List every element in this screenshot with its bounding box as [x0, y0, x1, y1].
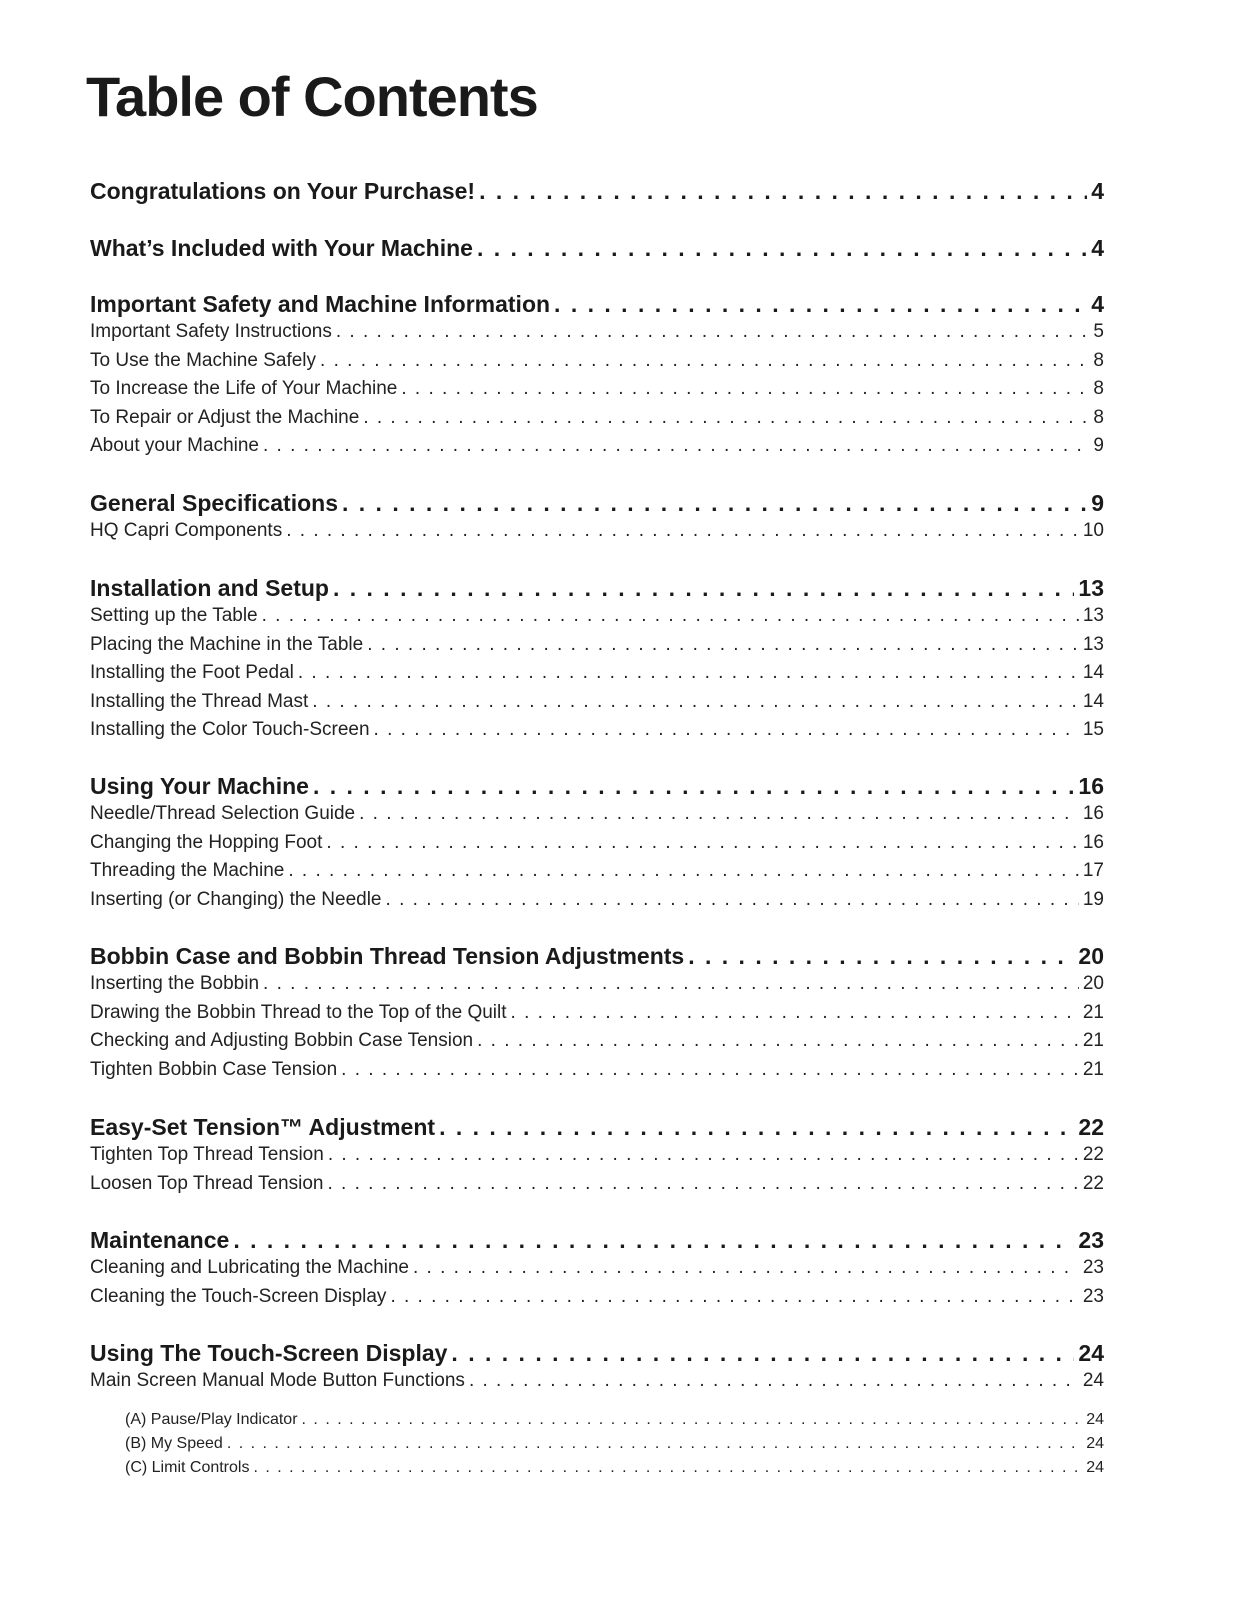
- toc-subitem-label: (B) My Speed: [125, 1434, 223, 1452]
- toc-item-page-number: 19: [1082, 888, 1104, 910]
- toc-item[interactable]: [90, 407, 1104, 436]
- section-heading-page-number: 13: [1078, 575, 1104, 601]
- dot-leader: [333, 575, 1074, 602]
- toc-item-label: To Increase the Life of Your Machine: [90, 378, 398, 400]
- section-heading-page-number: 4: [1091, 235, 1104, 261]
- section-heading-page-number: 22: [1078, 1114, 1104, 1140]
- toc-item-page-number: 14: [1082, 690, 1104, 712]
- toc-item-label: Inserting the Bobbin: [90, 973, 260, 994]
- toc-item[interactable]: [90, 1059, 1104, 1088]
- dot-leader: [367, 634, 1079, 656]
- toc-item-label: Tighten Top Thread Tension: [90, 1144, 324, 1165]
- toc-item-label: Needle/Thread Selection Guide: [90, 803, 356, 824]
- dot-leader: [469, 1370, 1079, 1392]
- section-heading[interactable]: [90, 1227, 1104, 1257]
- toc-item-page-number: 13: [1082, 605, 1104, 626]
- dot-leader: [233, 1227, 1074, 1254]
- toc-item[interactable]: [90, 1002, 1104, 1031]
- dot-leader: [554, 291, 1087, 318]
- section-heading-page-number: 24: [1078, 1340, 1104, 1366]
- section-heading-page-number: 16: [1078, 773, 1104, 799]
- toc-item-page-number: 8: [1093, 406, 1104, 428]
- toc-section: [90, 291, 1104, 464]
- dot-leader: [451, 1340, 1074, 1367]
- toc-item-page-number: 22: [1082, 1172, 1104, 1194]
- toc-item-page-number: 8: [1093, 349, 1104, 371]
- dot-leader: [312, 691, 1079, 713]
- page-title: Table of Contents: [86, 65, 538, 128]
- toc-item-page-number: 10: [1082, 520, 1104, 541]
- toc-item-label: Changing the Hopping Foot: [90, 831, 323, 853]
- dot-leader: [439, 1114, 1074, 1141]
- section-heading[interactable]: [90, 490, 1104, 520]
- toc-item-label: Installing the Color Touch-Screen: [90, 719, 370, 741]
- section-heading[interactable]: [90, 1340, 1104, 1370]
- toc-item-label: Loosen Top Thread Tension: [90, 1172, 324, 1194]
- section-heading-label: Important Safety and Machine Information: [90, 291, 551, 317]
- dot-leader: [336, 321, 1090, 343]
- section-heading[interactable]: [90, 773, 1104, 803]
- toc-item-page-number: 23: [1082, 1285, 1104, 1307]
- dot-leader: [363, 407, 1089, 429]
- section-heading-label: Installation and Setup: [90, 575, 329, 601]
- toc-section: [90, 235, 1104, 265]
- toc-item-label: To Repair or Adjust the Machine: [90, 406, 360, 428]
- toc-subitem-page-number: 24: [1086, 1434, 1104, 1452]
- section-heading-label: Easy-Set Tension™ Adjustment: [90, 1114, 436, 1140]
- section-heading[interactable]: [90, 943, 1104, 973]
- toc-item[interactable]: [90, 973, 1104, 1002]
- toc-item-page-number: 15: [1082, 719, 1104, 741]
- toc-item[interactable]: [90, 691, 1104, 720]
- dot-leader: [479, 178, 1087, 205]
- section-heading-page-number: 9: [1091, 490, 1104, 516]
- toc-item[interactable]: [90, 1030, 1104, 1059]
- toc-item-page-number: 24: [1082, 1370, 1104, 1391]
- toc-item-label: Inserting (or Changing) the Needle: [90, 888, 382, 910]
- toc-item[interactable]: [90, 520, 1104, 549]
- section-heading-label: What’s Included with Your Machine: [90, 235, 473, 261]
- dot-leader: [263, 973, 1079, 995]
- toc-item-page-number: 23: [1082, 1257, 1104, 1278]
- toc-item-label: Important Safety Instructions: [90, 321, 332, 342]
- toc-item-label: Setting up the Table: [90, 605, 258, 626]
- section-heading-page-number: 4: [1091, 178, 1104, 204]
- dot-leader: [313, 773, 1074, 800]
- toc-section: [90, 178, 1104, 208]
- toc-item[interactable]: [90, 1286, 1104, 1315]
- toc-item[interactable]: [90, 889, 1104, 918]
- section-heading[interactable]: [90, 1114, 1104, 1144]
- dot-leader: [477, 235, 1087, 262]
- dot-leader: [253, 1459, 1082, 1477]
- toc-item-page-number: 21: [1082, 1058, 1104, 1080]
- toc-item-page-number: 13: [1082, 633, 1104, 655]
- toc-subitem-label: (A) Pause/Play Indicator: [125, 1410, 298, 1428]
- toc-item-label: Tighten Bobbin Case Tension: [90, 1058, 338, 1080]
- section-heading[interactable]: [90, 178, 1104, 208]
- toc-item-label: Placing the Machine in the Table: [90, 633, 364, 655]
- dot-leader: [401, 378, 1089, 400]
- dot-leader: [288, 860, 1079, 882]
- toc-subitem[interactable]: [90, 1459, 1104, 1483]
- toc-item[interactable]: [90, 1370, 1104, 1399]
- toc-section: [90, 575, 1104, 748]
- toc-item-page-number: 8: [1093, 378, 1104, 400]
- toc-item-page-number: 16: [1082, 831, 1104, 853]
- section-heading-page-number: 23: [1078, 1227, 1104, 1253]
- section-heading[interactable]: [90, 575, 1104, 605]
- toc-item[interactable]: [90, 662, 1104, 691]
- dot-leader: [327, 1173, 1078, 1195]
- toc-item-label: Checking and Adjusting Bobbin Case Tension: [90, 1030, 474, 1052]
- spacer: [90, 1399, 1104, 1411]
- toc-item-page-number: 9: [1093, 435, 1104, 457]
- section-heading-label: Using The Touch-Screen Display: [90, 1340, 448, 1366]
- toc-section: [90, 1340, 1104, 1483]
- dot-leader: [374, 719, 1079, 741]
- section-heading-label: Maintenance: [90, 1227, 230, 1253]
- toc-item[interactable]: [90, 605, 1104, 634]
- dot-leader: [511, 1002, 1079, 1024]
- section-heading-label: Using Your Machine: [90, 773, 309, 799]
- toc-item-page-number: 17: [1082, 860, 1104, 882]
- toc-item-label: Threading the Machine: [90, 860, 285, 882]
- section-heading[interactable]: [90, 291, 1104, 321]
- toc-item[interactable]: [90, 803, 1104, 832]
- toc-item-label: Cleaning the Touch-Screen Display: [90, 1285, 387, 1307]
- toc-item-label: HQ Capri Components: [90, 520, 283, 541]
- dot-leader: [262, 605, 1079, 627]
- toc-section: [90, 943, 1104, 1087]
- toc-item-page-number: 22: [1082, 1144, 1104, 1165]
- toc-item-label: To Use the Machine Safely: [90, 349, 317, 371]
- toc-section: [90, 490, 1104, 549]
- section-heading-label: Congratulations on Your Purchase!: [90, 178, 476, 204]
- toc-item-label: Cleaning and Lubricating the Machine: [90, 1257, 409, 1278]
- section-heading-page-number: 20: [1078, 943, 1104, 969]
- toc-item-page-number: 21: [1082, 1030, 1104, 1052]
- dot-leader: [341, 1059, 1079, 1081]
- toc-item[interactable]: [90, 435, 1104, 464]
- toc-section: [90, 1114, 1104, 1201]
- toc-subitem-page-number: 24: [1086, 1410, 1104, 1428]
- dot-leader: [342, 490, 1087, 517]
- toc-item[interactable]: [90, 832, 1104, 861]
- section-heading-page-number: 4: [1091, 291, 1104, 317]
- toc-section: [90, 773, 1104, 917]
- toc-subitem[interactable]: [90, 1435, 1104, 1459]
- toc-item[interactable]: [90, 634, 1104, 663]
- toc-item[interactable]: [90, 860, 1104, 889]
- toc-item[interactable]: [90, 1173, 1104, 1202]
- dot-leader: [359, 803, 1079, 825]
- dot-leader: [386, 889, 1079, 911]
- section-heading-label: Bobbin Case and Bobbin Thread Tension Adjustments: [90, 943, 685, 969]
- section-heading-label: General Specifications: [90, 490, 338, 516]
- dot-leader: [326, 832, 1078, 854]
- dot-leader: [227, 1435, 1082, 1453]
- section-heading[interactable]: [90, 235, 1104, 265]
- toc-item-page-number: 20: [1082, 973, 1104, 994]
- toc-item[interactable]: [90, 1257, 1104, 1286]
- toc-item-page-number: 21: [1082, 1001, 1104, 1023]
- dot-leader: [477, 1030, 1079, 1052]
- dot-leader: [298, 662, 1079, 684]
- dot-leader: [328, 1144, 1079, 1166]
- toc-item[interactable]: [90, 719, 1104, 748]
- dot-leader: [302, 1411, 1083, 1429]
- toc-subitem-label: (C) Limit Controls: [125, 1458, 250, 1476]
- toc-item-page-number: 14: [1082, 662, 1104, 684]
- toc-item-label: Main Screen Manual Mode Button Functions: [90, 1370, 465, 1391]
- toc-section: [90, 1227, 1104, 1314]
- dot-leader: [286, 520, 1079, 542]
- toc-item[interactable]: [90, 378, 1104, 407]
- toc-item[interactable]: [90, 1144, 1104, 1173]
- toc-item-label: About your Machine: [90, 435, 259, 457]
- toc-subitem-page-number: 24: [1086, 1458, 1104, 1476]
- toc-item[interactable]: [90, 350, 1104, 379]
- dot-leader: [263, 435, 1089, 457]
- dot-leader: [688, 943, 1074, 970]
- toc-item-label: Drawing the Bobbin Thread to the Top of the Quilt: [90, 1001, 507, 1023]
- toc-subitem[interactable]: [90, 1411, 1104, 1435]
- dot-leader: [413, 1257, 1079, 1279]
- toc-item-label: Installing the Thread Mast: [90, 690, 309, 712]
- toc-item-label: Installing the Foot Pedal: [90, 662, 294, 684]
- toc-item-page-number: 5: [1093, 321, 1104, 342]
- toc-item[interactable]: [90, 321, 1104, 350]
- toc-item-page-number: 16: [1082, 803, 1104, 824]
- dot-leader: [320, 350, 1089, 372]
- dot-leader: [390, 1286, 1078, 1308]
